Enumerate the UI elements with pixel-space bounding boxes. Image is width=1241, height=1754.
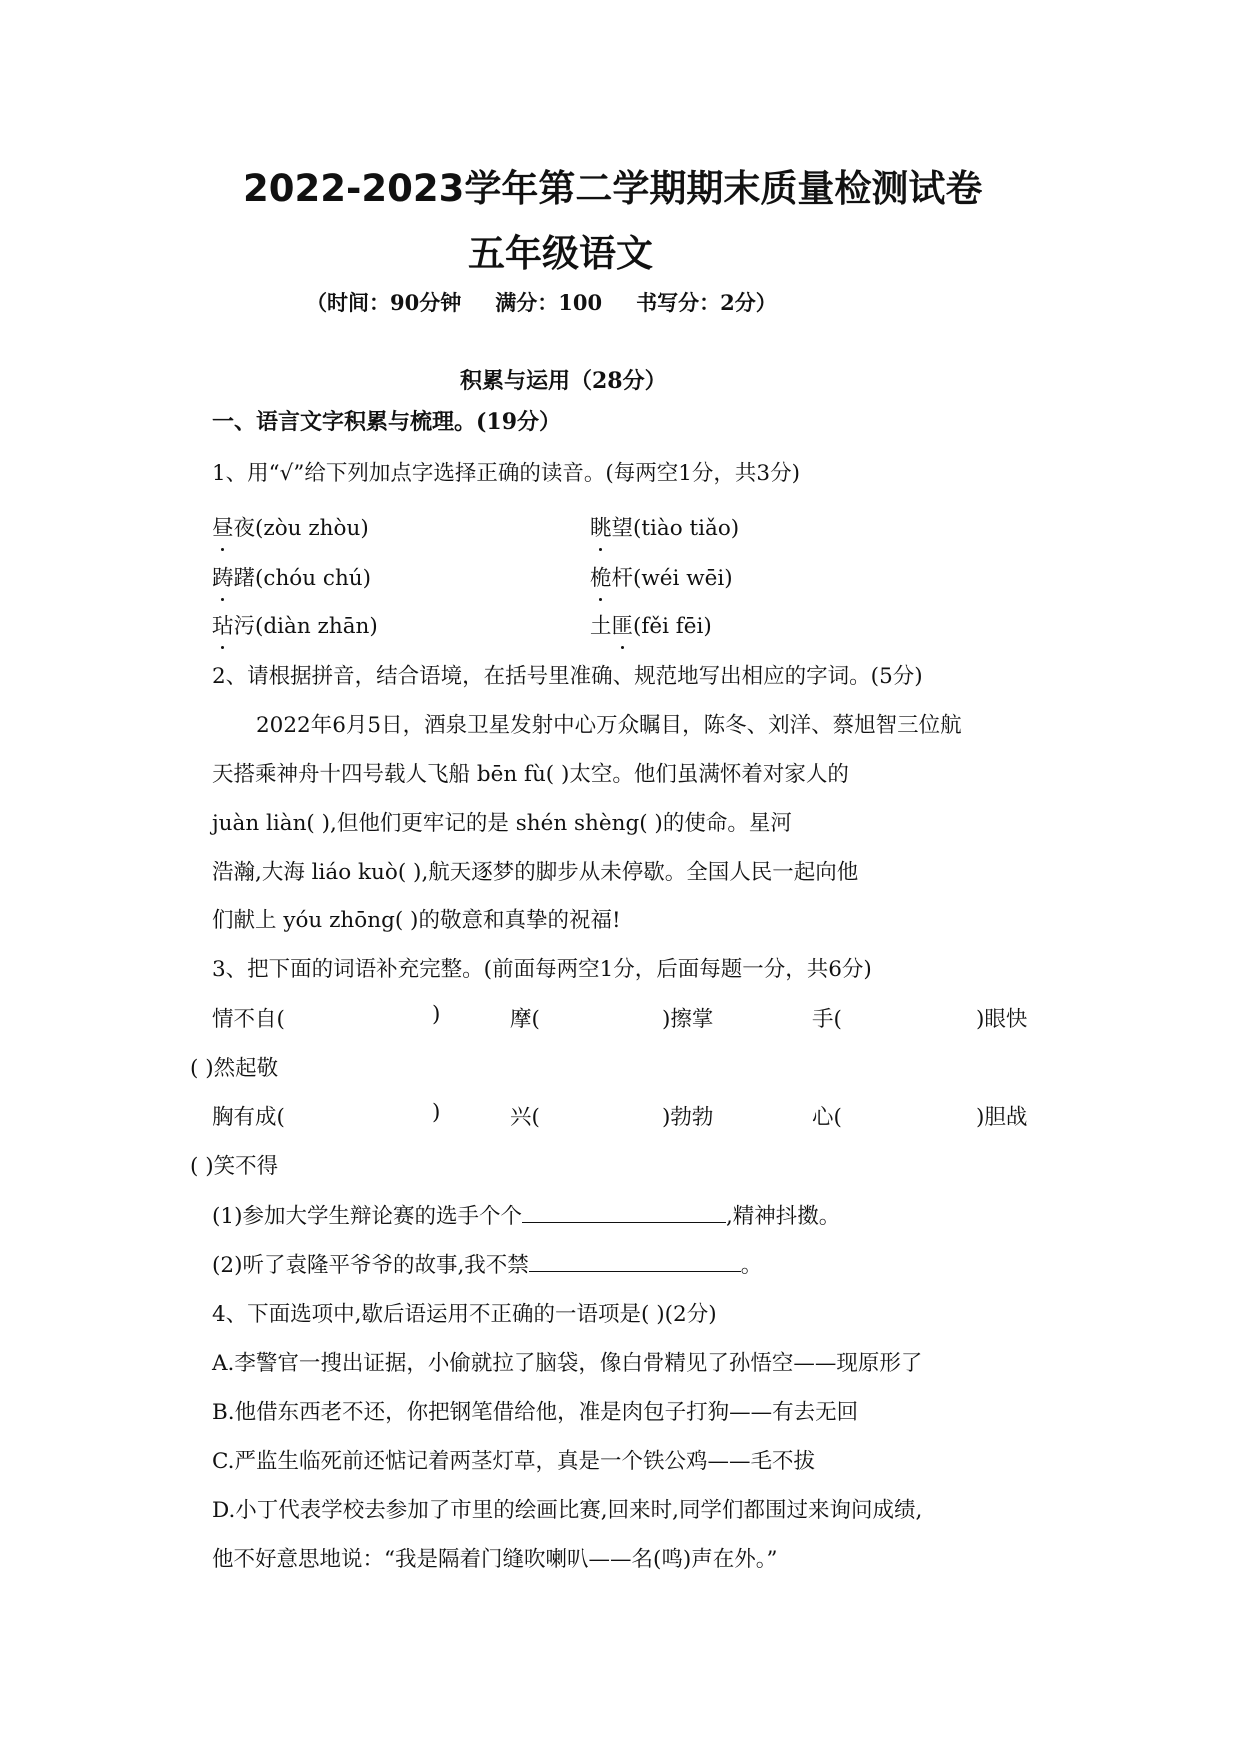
section-title: 积累与运用（28分）: [460, 368, 667, 394]
q2-passage-line: 天搭乘神舟十四号载人飞船 bēn fù( )太空。他们虽满怀着对家人的: [212, 762, 849, 787]
idiom-blank: 兴(: [510, 1105, 540, 1130]
q2-passage-line: 们献上 yóu zhōng( )的敬意和真挚的祝福!: [212, 908, 621, 933]
q4-option-d-cont: 他不好意思地说：“我是隔着门缝吹喇叭——名(鸣)声在外。”: [212, 1547, 778, 1572]
exam-title: 2022-2023学年第二学期期末质量检测试卷: [243, 167, 983, 210]
idiom-blank: 胸有成(: [212, 1105, 285, 1130]
idiom-blank: 摩(: [510, 1007, 540, 1032]
q4-option-d: D.小丁代表学校去参加了市里的绘画比赛,回来时,同学们都围过来询问成绩,: [212, 1498, 923, 1523]
exam-time: （时间：90分钟: [306, 290, 462, 315]
q1-item: 玷污(diàn zhān): [212, 609, 378, 640]
q1-item: 土匪(fěi fēi): [590, 609, 712, 640]
q1-item: 昼夜(zòu zhòu): [212, 511, 369, 542]
q3-sub1: (1)参加大学生辩论赛的选手个个 ,精神抖擞。: [212, 1199, 840, 1230]
q1-item: 桅杆(wéi wēi): [590, 561, 733, 592]
part1-heading: 一、语言文字积累与梳理。(19分）: [212, 409, 562, 435]
idiom-blank: )勃勃: [662, 1105, 714, 1130]
idiom-blank: 心(: [812, 1105, 842, 1130]
q1-prompt: 1、用“√”给下列加点字选择正确的读音。(每两空1分，共3分): [212, 461, 800, 486]
idiom-blank: ): [432, 1100, 441, 1125]
idiom-blank: 手(: [812, 1007, 842, 1032]
exam-meta: [306, 287, 777, 317]
q1-item: 踌躇(chóu chú): [212, 561, 371, 592]
q2-passage-line: juàn liàn( ),但他们更牢记的是 shén shèng( )的使命。星河: [212, 811, 792, 836]
idiom-blank: )眼快: [976, 1007, 1028, 1032]
answer-line: [529, 1249, 741, 1272]
q3-prompt: 3、把下面的词语补充完整。(前面每两空1分，后面每题一分，共6分): [212, 957, 872, 982]
dotted-character: 昼: [212, 511, 234, 542]
dotted-character: 匪: [612, 609, 634, 640]
idiom-blank: )胆战: [976, 1105, 1028, 1130]
exam-full-score: 满分：100: [495, 290, 603, 315]
idiom-blank: ( )然起敬: [190, 1056, 279, 1081]
q4-option-b: B.他借东西老不还，你把钢笔借给他，准是肉包子打狗——有去无回: [212, 1400, 859, 1425]
dotted-character: 桅: [590, 561, 612, 592]
q4-prompt: 4、下面选项中,歇后语运用不正确的一语项是( )(2分): [212, 1302, 717, 1327]
q2-passage-line: 2022年6月5日，酒泉卫星发射中心万众瞩目，陈冬、刘洋、蔡旭智三位航: [256, 713, 962, 738]
idiom-blank: 情不自(: [212, 1007, 285, 1032]
q2-passage-line: 浩瀚,大海 liáo kuò( ),航天逐梦的脚步从未停歇。全国人民一起向他: [212, 860, 859, 885]
q4-option-c: C.严监生临死前还惦记着两茎灯草，真是一个铁公鸡——毛不拔: [212, 1449, 816, 1474]
q4-option-a: A.李警官一搜出证据，小偷就拉了脑袋，像白骨精见了孙悟空——现原形了: [212, 1351, 923, 1376]
q3-sub2: (2)听了袁隆平爷爷的故事,我不禁 。: [212, 1248, 762, 1279]
dotted-character: 眺: [590, 511, 612, 542]
exam-writing-score: 书写分：2分）: [636, 290, 777, 315]
answer-line: [522, 1200, 726, 1223]
q1-item: 眺望(tiào tiǎo): [590, 511, 739, 542]
q2-prompt: 2、请根据拼音，结合语境，在括号里准确、规范地写出相应的字词。(5分): [212, 664, 923, 689]
dotted-character: 玷: [212, 609, 234, 640]
dotted-character: 踌: [212, 561, 234, 592]
idiom-blank: ): [432, 1002, 441, 1027]
idiom-blank: ( )笑不得: [190, 1154, 279, 1179]
exam-subtitle: 五年级语文: [468, 232, 653, 275]
idiom-blank: )擦掌: [662, 1007, 714, 1032]
